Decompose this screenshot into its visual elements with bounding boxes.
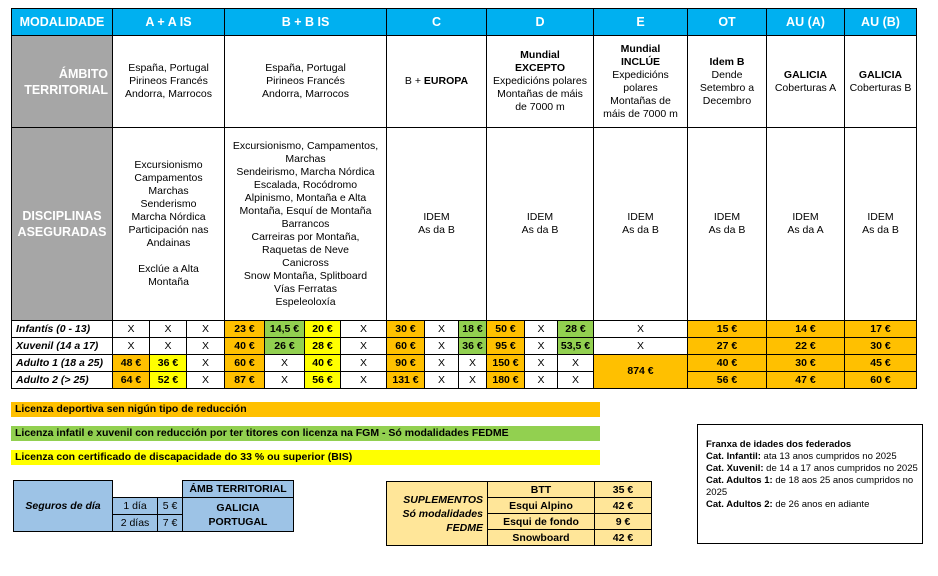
col-header-aub: AU (B): [845, 9, 917, 36]
price-cell: 26 €: [265, 338, 305, 355]
price-cell: 36 €: [459, 338, 487, 355]
price-cell: X: [341, 338, 387, 355]
amb-territorial-title: ÁMB TERRITORIAL: [183, 481, 294, 498]
supl-esqui-alpino-price: 42 €: [595, 498, 652, 514]
price-cell: 27 €: [688, 338, 767, 355]
price-cell: X: [525, 355, 558, 372]
price-cell: 47 €: [767, 372, 845, 389]
price-cell: X: [525, 372, 558, 389]
price-cell: X: [594, 321, 688, 338]
price-cell: 40 €: [225, 338, 265, 355]
modalidade-header: MODALIDADE: [12, 9, 113, 36]
legend-green: Licenza infatil e xuvenil con reducción por ter titores con licenza na FGM - Só modalidades FEDME: [11, 426, 600, 441]
price-cell: 50 €: [487, 321, 525, 338]
ambito-b: España, Portugal Pirineos Francés Andorra, Marrocos: [225, 36, 387, 128]
col-header-e: E: [594, 9, 688, 36]
price-cell: X: [425, 321, 459, 338]
disciplinas-e: IDEM As da B: [594, 128, 688, 321]
price-cell: 180 €: [487, 372, 525, 389]
ambito-e: Mundial INCLÚE Expedicións polares Montañas de máis de 7000 m: [594, 36, 688, 128]
col-header-b: B + B IS: [225, 9, 387, 36]
price-cell: X: [187, 355, 225, 372]
price-cell: 64 €: [113, 372, 150, 389]
col-header-aua: AU (A): [767, 9, 845, 36]
price-cell: 90 €: [387, 355, 425, 372]
price-cell: X: [425, 355, 459, 372]
price-cell: 23 €: [225, 321, 265, 338]
price-cell: 36 €: [150, 355, 187, 372]
price-cell: 22 €: [767, 338, 845, 355]
franxa-title: Franxa de idades dos federados: [706, 439, 852, 450]
price-cell: X: [187, 372, 225, 389]
price-cell: 87 €: [225, 372, 265, 389]
price-cell: X: [425, 372, 459, 389]
price-cell: X: [187, 338, 225, 355]
franxa-idades-box: [697, 424, 923, 544]
ambito-d: Mundial EXCEPTO Expedicións polares Montañas de máis de 7000 m: [487, 36, 594, 128]
price-cell: 30 €: [767, 355, 845, 372]
col-header-a: A + A IS: [113, 9, 225, 36]
age-adulto1: Adulto 1 (18 a 25): [12, 355, 113, 372]
price-cell: 40 €: [688, 355, 767, 372]
price-cell: 18 €: [459, 321, 487, 338]
price-cell: X: [558, 372, 594, 389]
col-header-ot: OT: [688, 9, 767, 36]
supl-snowboard-price: 42 €: [595, 530, 652, 546]
suplementos-table: [386, 481, 652, 546]
price-cell: X: [341, 321, 387, 338]
franxa-line: Cat. Adultos 2: de 26 anos en adiante: [706, 499, 870, 510]
supl-snowboard: Snowboard: [488, 530, 595, 546]
price-cell: 30 €: [845, 338, 917, 355]
col-header-d: D: [487, 9, 594, 36]
price-cell: 28 €: [558, 321, 594, 338]
ambito-aub: GALICIA Coberturas B: [845, 36, 917, 128]
price-cell: X: [113, 321, 150, 338]
supl-btt-price: 35 €: [595, 482, 652, 498]
supl-esqui-alpino: Esqui Alpino: [488, 498, 595, 514]
price-cell: 40 €: [305, 355, 341, 372]
price-cell: 20 €: [305, 321, 341, 338]
price-cell: X: [150, 321, 187, 338]
price-cell: X: [341, 355, 387, 372]
insurance-table: [11, 8, 917, 389]
age-xuvenil: Xuvenil (14 a 17): [12, 338, 113, 355]
price-cell: 52 €: [150, 372, 187, 389]
price-cell: X: [341, 372, 387, 389]
price-cell: 45 €: [845, 355, 917, 372]
age-adulto2: Adulto 2 (> 25): [12, 372, 113, 389]
disciplinas-c: IDEM As da B: [387, 128, 487, 321]
price-cell: 56 €: [688, 372, 767, 389]
price-cell: X: [113, 338, 150, 355]
price-cell: 14 €: [767, 321, 845, 338]
price-cell: 60 €: [225, 355, 265, 372]
suplementos-label: SUPLEMENTOS Só modalidades FEDME: [387, 482, 488, 546]
price-cell: 150 €: [487, 355, 525, 372]
price-cell: X: [425, 338, 459, 355]
price-cell: X: [459, 372, 487, 389]
price-cell: X: [525, 321, 558, 338]
price-cell: 53,5 €: [558, 338, 594, 355]
supl-esqui-fondo-price: 9 €: [595, 514, 652, 530]
disciplinas-aub: IDEM As da B: [845, 128, 917, 321]
ambito-c: B + EUROPA: [387, 36, 487, 128]
price-cell: 56 €: [305, 372, 341, 389]
amb-territorial-value: GALICIA PORTUGAL: [183, 498, 294, 532]
legend-orange: Licenza deportiva sen nigún tipo de reducción: [11, 402, 600, 417]
seguros-label: Seguros de día: [14, 481, 113, 532]
price-cell: 131 €: [387, 372, 425, 389]
disciplinas-aua: IDEM As da A: [767, 128, 845, 321]
disciplinas-ot: IDEM As da B: [688, 128, 767, 321]
price-cell: X: [265, 355, 305, 372]
price-cell: 95 €: [487, 338, 525, 355]
price-cell: X: [459, 355, 487, 372]
price-cell: 48 €: [113, 355, 150, 372]
age-infantis: Infantís (0 - 13): [12, 321, 113, 338]
price-cell: X: [150, 338, 187, 355]
price-cell: X: [594, 338, 688, 355]
seguro-1-dia: 1 día: [113, 498, 158, 515]
col-header-c: C: [387, 9, 487, 36]
seguro-2-dias: 2 días: [113, 515, 158, 532]
seguro-2-dias-price: 7 €: [158, 515, 183, 532]
price-cell: 28 €: [305, 338, 341, 355]
seguro-1-dia-price: 5 €: [158, 498, 183, 515]
price-cell: X: [525, 338, 558, 355]
supl-btt: BTT: [488, 482, 595, 498]
price-cell: 15 €: [688, 321, 767, 338]
price-cell: 60 €: [845, 372, 917, 389]
disciplinas-d: IDEM As da B: [487, 128, 594, 321]
price-cell: 60 €: [387, 338, 425, 355]
disciplinas-label: DISCIPLINAS ASEGURADAS: [12, 128, 113, 321]
seguros-dia-table: [13, 480, 294, 532]
price-cell: X: [187, 321, 225, 338]
franxa-line: Cat. Infantil: ata 13 anos cumpridos no 2025: [706, 451, 897, 462]
disciplinas-b: Excursionismo, Campamentos, Marchas Sendeirismo, Marcha Nórdica Escalada, Rocódromo Alpinismo, Montaña e Alta Montaña, Esquí de Montaña Barrancos Carreiras por Montaña, Raquetas de Neve Canicross Snow Montaña, Splitboard Vías Ferratas Espeleoloxía: [225, 128, 387, 321]
franxa-line: Cat. Xuvenil: de 14 a 17 anos cumpridos no 2025: [706, 463, 918, 474]
ambito-a: España, Portugal Pirineos Francés Andorra, Marrocos: [113, 36, 225, 128]
price-cell: 14,5 €: [265, 321, 305, 338]
price-cell: 17 €: [845, 321, 917, 338]
price-cell-e-adultos: 874 €: [594, 355, 688, 389]
disciplinas-a: Excursionismo Campamentos Marchas Senderismo Marcha Nórdica Participación nas Andainas Exclúe a Alta Montaña: [113, 128, 225, 321]
price-cell: X: [265, 372, 305, 389]
ambito-aua: GALICIA Coberturas A: [767, 36, 845, 128]
legend-yellow: Licenza con certificado de discapacidade do 33 % ou superior (BIS): [11, 450, 600, 465]
price-cell: X: [558, 355, 594, 372]
ambito-ot: Idem B Dende Setembro a Decembro: [688, 36, 767, 128]
price-cell: 30 €: [387, 321, 425, 338]
supl-esqui-fondo: Esqui de fondo: [488, 514, 595, 530]
ambito-label: ÁMBITO TERRITORIAL: [12, 36, 113, 128]
franxa-line: Cat. Adultos 1: de 18 aos 25 anos cumpridos no 2025: [706, 475, 914, 498]
